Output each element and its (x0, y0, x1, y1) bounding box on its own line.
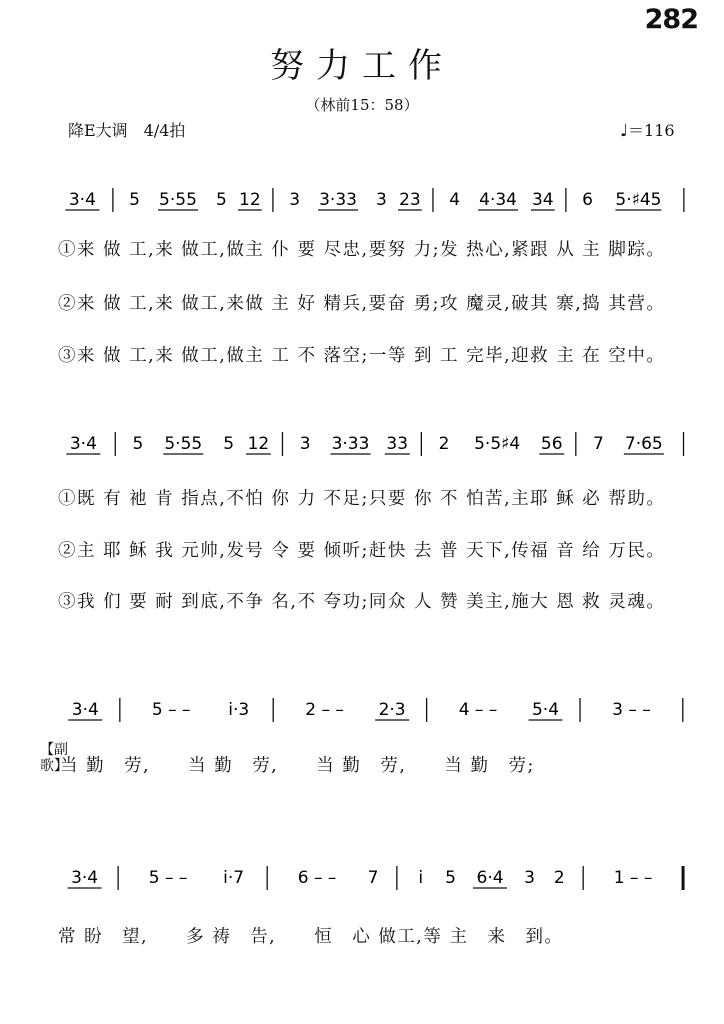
note-group: 3·4 (68, 190, 96, 210)
notation-svg (60, 430, 692, 460)
note-group: 33 (386, 434, 409, 454)
note-group: 2 (553, 868, 565, 888)
lyric-line: ①既 有 祂 肯 指点,不怕 你 力 不足;只要 你 不 怕苦,主耶 稣 必 帮助。 (58, 489, 666, 509)
note-group: 5·4 (531, 700, 560, 720)
notation-svg (60, 186, 692, 216)
note-group: 5 (445, 868, 456, 888)
lyric-line: ②主 耶 稣 我 元帅,发号 令 要 倾听;赶快 去 普 天下,传福 音 给 万民。 (58, 541, 666, 561)
notation-svg (60, 696, 692, 726)
note-group: 7·65 (624, 434, 663, 454)
hymn-number: 282 (644, 4, 698, 35)
note-group: 5 (215, 190, 227, 210)
note-group: i (418, 868, 424, 888)
note-group: i·3 (228, 700, 250, 720)
tempo-marking (620, 118, 675, 141)
note-group: 23 (399, 190, 421, 210)
note-group: i·7 (223, 868, 245, 888)
note-group: 5·♯45 (615, 190, 662, 210)
note-group: 6·4 (476, 868, 504, 888)
note-group: 5·55 (159, 190, 197, 210)
note-group: 7 (593, 434, 604, 454)
lyric-line: ①来 做 工,来 做工,做主 仆 要 尽忠,要努 力;发 热心,紧跟 从 主 脚踪。 (58, 240, 666, 260)
notation-line-2 (60, 430, 692, 460)
note-group: 2 – – (305, 700, 344, 720)
note-group: 5·5♯4 (474, 434, 521, 454)
lyric-line: ③来 做 工,来 做工,做主 工 不 落空;一等 到 工 完毕,迎救 主 在 空中。 (58, 346, 666, 366)
note-group: 4 (449, 190, 461, 210)
note-group: 3 (299, 434, 311, 454)
note-group: 56 (540, 434, 563, 454)
hymn-title: 努力工作 (270, 46, 454, 86)
note-group: 5 (132, 434, 144, 454)
note-group: 5 (129, 190, 141, 210)
note-group: 2·3 (378, 700, 406, 720)
note-group: 5 (223, 434, 235, 454)
note-group: 12 (239, 190, 261, 210)
lyric-line: 常 盼 望, 多 祷 告, 恒 心 做工,等 主 来 到。 (58, 927, 564, 947)
note-group: 4 – – (458, 700, 498, 720)
note-group: 6 (582, 190, 593, 210)
quarter-note-icon: ♩ (620, 121, 629, 141)
scripture-reference: （林前15：58） (305, 96, 419, 114)
note-group: 2 (438, 434, 450, 454)
note-group: 12 (247, 434, 270, 454)
lyric-line: ②来 做 工,来 做工,来做 主 好 精兵,要奋 勇;攻 魔灵,破其 寨,捣 其营。 (58, 294, 666, 314)
note-group: 6 – – (297, 868, 337, 888)
key-and-time-signature: 降E大调 4/4拍 (68, 121, 186, 140)
notation-svg (60, 864, 692, 894)
note-group: 34 (531, 190, 554, 210)
note-group: 7 (367, 868, 379, 888)
note-group: 3 – – (612, 700, 651, 720)
note-group: 3 (289, 190, 301, 210)
note-group: 3·4 (71, 868, 99, 888)
note-group: 5·55 (164, 434, 203, 454)
note-group: 3·4 (71, 700, 99, 720)
note-group: 1 – – (613, 868, 653, 888)
tempo-value: ＝116 (628, 121, 675, 140)
lyric-line: 当 勤 劳, 当 勤 劳, 当 勤 劳, 当 勤 劳; (60, 756, 535, 776)
notation-line-4 (60, 864, 692, 894)
chorus-label: 【副歌】 (40, 742, 68, 774)
note-group: 3·33 (319, 190, 357, 210)
lyric-line: ③我 们 要 耐 到底,不争 名,不 夸功;同众 人 赞 美主,施大 恩 救 灵魂。 (58, 592, 666, 612)
note-group: 4·34 (479, 190, 517, 210)
note-group: 5 – – (151, 700, 191, 720)
note-group: 3·33 (331, 434, 370, 454)
notation-line-3 (60, 696, 692, 726)
note-group: 5 – – (148, 868, 188, 888)
note-group: 3 (524, 868, 535, 888)
notation-line-1 (60, 186, 692, 216)
note-group: 3·4 (69, 434, 97, 454)
note-group: 3 (376, 190, 387, 210)
